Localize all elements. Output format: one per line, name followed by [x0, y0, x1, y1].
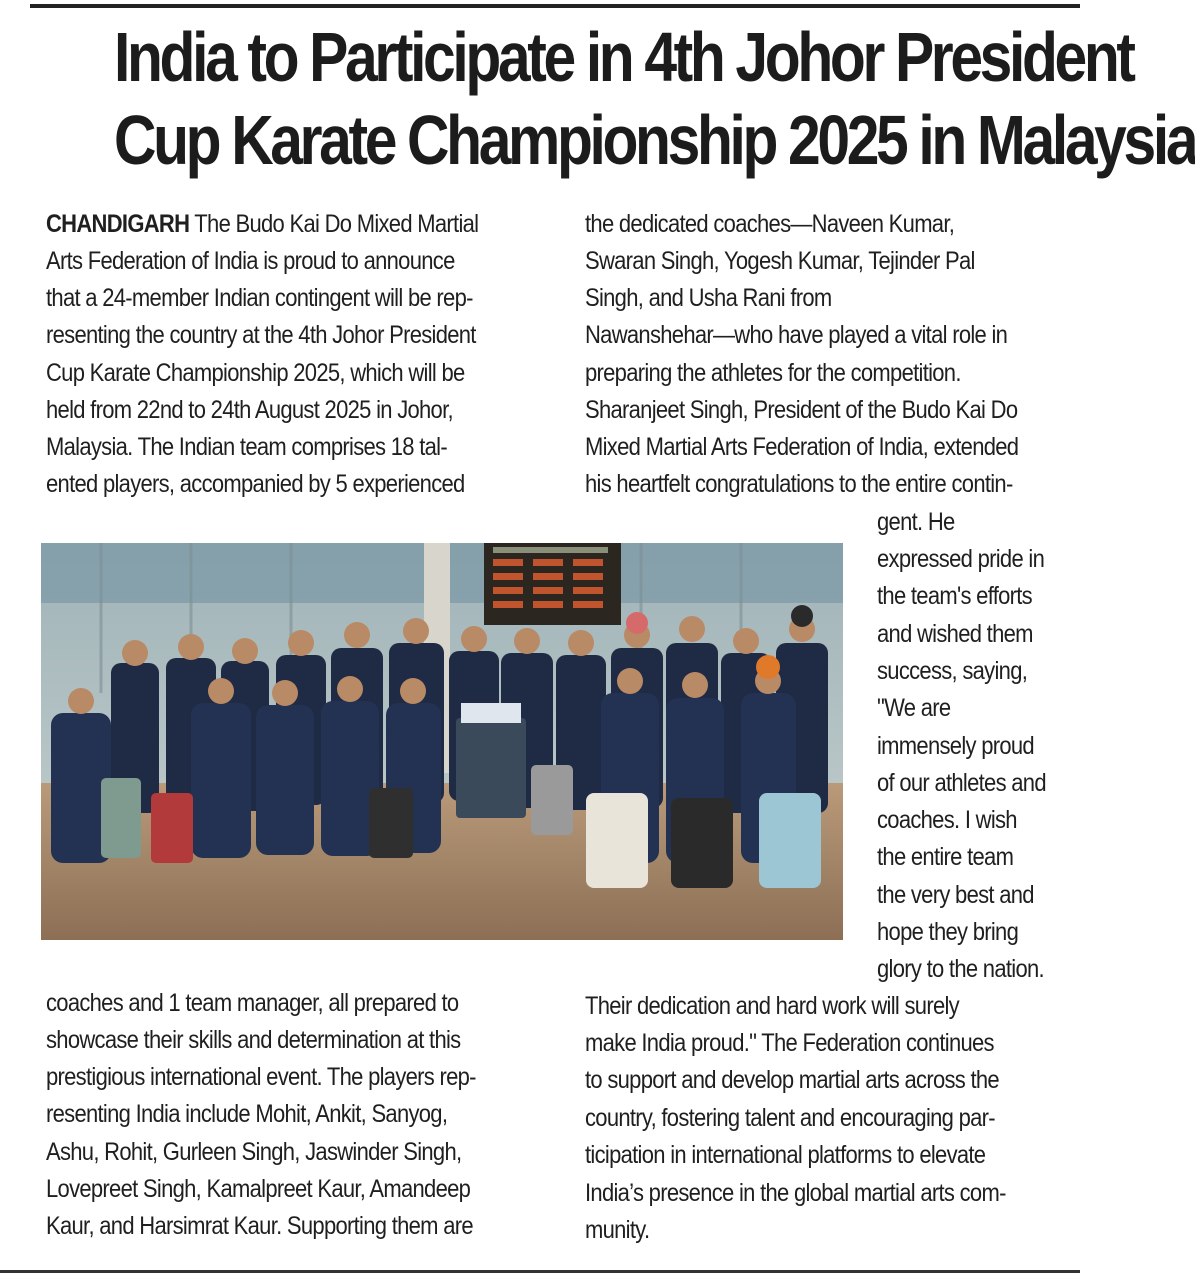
- body-line: Mixed Martial Arts Federation of India, extended: [585, 433, 1019, 461]
- body-line: his heartfelt congratulations to the entire contin-: [585, 470, 1013, 498]
- body-line: to support and develop martial arts across the: [585, 1066, 999, 1094]
- body-line: country, fostering talent and encouraging par-: [585, 1104, 995, 1132]
- body-line: ticipation in international platforms to elevate: [585, 1141, 986, 1169]
- top-rule: [30, 4, 1080, 8]
- body-line: of our athletes and: [877, 769, 1046, 797]
- body-line: gent. He: [877, 508, 955, 536]
- headline-line-1: India to Participate in 4th Johor President: [114, 18, 1133, 96]
- body-line: India’s presence in the global martial arts com-: [585, 1179, 1006, 1207]
- body-line: Nawanshehar—who have played a vital role in: [585, 321, 1008, 349]
- body-line: resenting the country at the 4th Johor President: [46, 321, 476, 349]
- departure-board: [484, 543, 621, 625]
- body-line: Ashu, Rohit, Gurleen Singh, Jaswinder Singh,: [46, 1138, 462, 1166]
- body-line: the team's efforts: [877, 582, 1032, 610]
- body-line: Their dedication and hard work will surely: [585, 992, 959, 1020]
- body-line: Kaur, and Harsimrat Kaur. Supporting them are: [46, 1212, 473, 1240]
- body-line: Malaysia. The Indian team comprises 18 tal-: [46, 433, 447, 461]
- body-line: resenting India include Mohit, Ankit, Sanyog,: [46, 1100, 448, 1128]
- body-line: coaches and 1 team manager, all prepared to: [46, 989, 459, 1017]
- body-line: expressed pride in: [877, 545, 1045, 573]
- body-line: showcase their skills and determination at this: [46, 1026, 461, 1054]
- team-photo: [41, 543, 843, 940]
- body-line: make India proud." The Federation continues: [585, 1029, 994, 1057]
- body-line: immensely proud: [877, 732, 1034, 760]
- body-line: Swaran Singh, Yogesh Kumar, Tejinder Pal: [585, 247, 975, 275]
- body-line: Arts Federation of India is proud to announce: [46, 247, 455, 275]
- body-line: and wished them: [877, 620, 1033, 648]
- bottom-rule: [0, 1270, 1080, 1273]
- body-line: Lovepreet Singh, Kamalpreet Kaur, Amandeep: [46, 1175, 471, 1203]
- body-line: prestigious international event. The players rep-: [46, 1063, 476, 1091]
- body-line: the very best and: [877, 881, 1034, 909]
- body-line: Singh, and Usha Rani from: [585, 284, 832, 312]
- body-line: preparing the athletes for the competition.: [585, 359, 961, 387]
- headline: [114, 16, 1195, 182]
- body-line: coaches. I wish: [877, 806, 1017, 834]
- body-line: held from 22nd to 24th August 2025 in Johor,: [46, 396, 453, 424]
- body-line: Sharanjeet Singh, President of the Budo Kai Do: [585, 396, 1018, 424]
- body-line: the dedicated coaches—Naveen Kumar,: [585, 210, 955, 238]
- body-line: munity.: [585, 1216, 650, 1244]
- body-line: "We are: [877, 694, 951, 722]
- body-line: CHANDIGARH The Budo Kai Do Mixed Martial: [46, 210, 479, 238]
- body-line: glory to the nation.: [877, 955, 1044, 983]
- body-line: Cup Karate Championship 2025, which will be: [46, 359, 465, 387]
- body-line: hope they bring: [877, 918, 1019, 946]
- headline-line-2: Cup Karate Championship 2025 in Malaysia: [114, 101, 1195, 179]
- body-line: that a 24-member Indian contingent will be rep-: [46, 284, 473, 312]
- body-line: success, saying,: [877, 657, 1028, 685]
- body-line: the entire team: [877, 843, 1014, 871]
- body-line: ented players, accompanied by 5 experienced: [46, 470, 465, 498]
- dateline: CHANDIGARH: [46, 210, 190, 238]
